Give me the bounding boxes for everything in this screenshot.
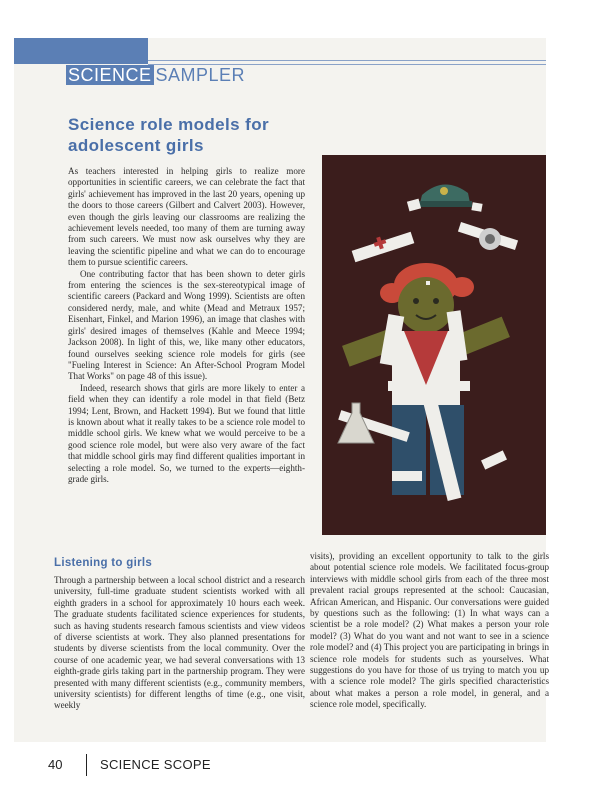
section-title-science: SCIENCE <box>68 65 152 85</box>
intro-paragraph: Indeed, research shows that girls are more likely to enter a field when they can identify a role model in that field (Betz 1994; Lent, Brown, and Hackett 1994). But we found that little is known about what it really takes to be a science role model to middle school girls. We knew what we would perceive to be a good science role model, but were also very aware of the fact that middle school girls may find different qualities important in selecting a role model. So, we turned to the experts—eighth-grade girls. <box>68 382 305 484</box>
cap-icon <box>407 184 483 211</box>
listening-paragraph-right: visits), providing an excellent opportunity to talk to the girls about potential science role models. We facilitated focus-group interviews with middle school girls from each of the three most prevalent racial groups represented at the school: Caucasian, African American, and Hispanic. Our conversations were guided by questions such as the following: (1) In what ways can a scientist be a role model? (2) What makes a person your role model? (3) What do you want and not want to see in a science role model? and (4) This project you are participating in brings in science role models for students such as yourselves. What suggestions do you have for those of us trying to match you up with a science role model? The girls specified characteristics about what makes a person a role model, in general, and a science role model, specifically. <box>310 551 549 710</box>
listening-column-left <box>54 575 305 712</box>
footer-divider <box>86 754 87 776</box>
header-rule <box>148 60 546 61</box>
scientist-girl-collage-image <box>322 155 546 535</box>
article-title: Science role models for adolescent girls <box>68 115 269 155</box>
listening-column-right <box>310 551 549 711</box>
subhead-listening: Listening to girls <box>54 557 153 569</box>
header-band <box>14 38 148 64</box>
role-model-illustration <box>322 155 546 535</box>
magazine-page <box>14 38 549 772</box>
bandage-icon <box>352 232 415 263</box>
stethoscope-icon <box>458 222 518 250</box>
intro-paragraph: As teachers interested in helping girls to realize more opportunities in scientific careers, we can celebrate the fact that girls' achievement has improved in the last 20 years, opening up the doors to those careers (Gilbert and Calvert 2003). However, even though the girls leaving our classrooms are realizing the achievement levels needed, too many of them are turning away from such careers. We must now ask ourselves why they are leaving the scientific pipeline and what we can do to encourage them to pursue scientific careers. <box>68 166 305 268</box>
leg-left <box>392 405 426 495</box>
intro-column <box>68 166 305 485</box>
section-title <box>66 64 245 86</box>
page-number: 40 <box>48 757 63 772</box>
magazine-name: SCIENCE SCOPE <box>100 757 211 772</box>
intro-paragraph: One contributing factor that has been shown to deter girls from entering the sciences is the sex-stereotypical image of scientific careers (Packard and Wong 1999). Scientists are often considered nerdy, male, and white (Mead and Metraux 1957; Eisenhart, Finkel, and Marion 1996), an image that clashes with girls' desired images of themselves (Kahle and Meece 1994; Jackson 2008). In light of this, we, like many other educators, found ourselves seeking science role models for girls (see "Fueling Interest in Science: An After-School Program Model That Works" on page 48 of this issue). <box>68 268 305 382</box>
section-title-sampler: SAMPLER <box>155 65 246 85</box>
face-icon <box>398 277 454 333</box>
listening-paragraph-left: Through a partnership between a local school district and a research university, full-time graduate student scientists worked with all eighth graders in a school for approximately 10 hours each week. The graduate students facilitated science experiences for students, such as having students research famous scientists and view videos of diverse scientists at work. They also planned presentations for students by diverse scientists from the local community. Over the course of one academic year, we had several conversations with 13 eighth-grade girls taking part in the partnership program. They were presented with many different scientists (e.g., community members, university scientists) for different lengths of time (e.g., one visit, weekly <box>54 575 305 711</box>
